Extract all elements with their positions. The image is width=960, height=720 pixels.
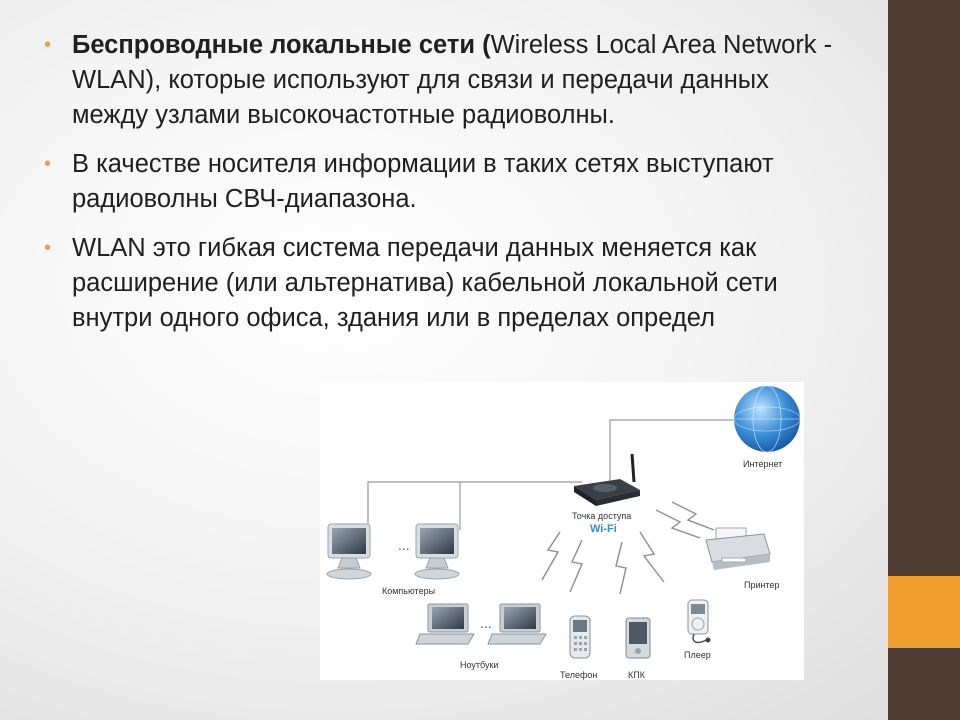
router-icon bbox=[574, 454, 640, 506]
pda-label: КПК bbox=[628, 670, 645, 680]
computers-ellipsis: ... bbox=[398, 537, 410, 553]
bullet-text: В качестве носителя информации в таких сетях выступают радиоволны СВЧ-диапазона. bbox=[72, 150, 774, 213]
phone-icon bbox=[570, 616, 590, 658]
bullet-bold-text: Беспроводные локальные сети ( bbox=[72, 31, 491, 59]
phone-label: Телефон bbox=[560, 670, 598, 680]
bullet-text: Wireless Local Area Network - WLAN), которые используют для связи и передачи данных между узлами высокочастотные радиоволны. bbox=[72, 31, 833, 129]
desktop-computer-icon bbox=[415, 524, 459, 579]
media-player-icon bbox=[688, 600, 711, 643]
wifi-label: Wi-Fi bbox=[590, 523, 617, 535]
bullet-item bbox=[44, 231, 844, 336]
slide-content bbox=[44, 28, 844, 350]
bullet-icon: • bbox=[44, 237, 52, 259]
internet-globe-icon bbox=[734, 386, 800, 452]
printer-label: Принтер bbox=[744, 580, 780, 590]
laptops-ellipsis: ... bbox=[480, 615, 492, 631]
sidebar-accent bbox=[888, 576, 960, 648]
network-diagram bbox=[320, 382, 804, 680]
laptop-icon bbox=[416, 604, 474, 644]
desktop-computer-icon bbox=[327, 524, 371, 579]
computers-label: Компьютеры bbox=[382, 586, 436, 596]
access-point-label: Точка доступа bbox=[572, 511, 632, 521]
bullet-text: WLAN это гибкая система передачи данных меняется как расширение (или альтернатива) кабельной локальной сети внутри одного офиса, здания или в пределах определ bbox=[72, 234, 778, 332]
laptops-label: Ноутбуки bbox=[460, 660, 499, 670]
bullet-icon: • bbox=[44, 34, 52, 56]
printer-icon bbox=[706, 528, 770, 570]
laptop-icon bbox=[488, 604, 546, 644]
player-label: Плеер bbox=[684, 650, 711, 660]
pda-icon bbox=[626, 618, 650, 658]
bullet-item bbox=[44, 147, 844, 217]
bullet-icon: • bbox=[44, 153, 52, 175]
network-cables bbox=[368, 420, 740, 530]
bullet-item bbox=[44, 28, 844, 133]
internet-label: Интернет bbox=[743, 459, 783, 469]
